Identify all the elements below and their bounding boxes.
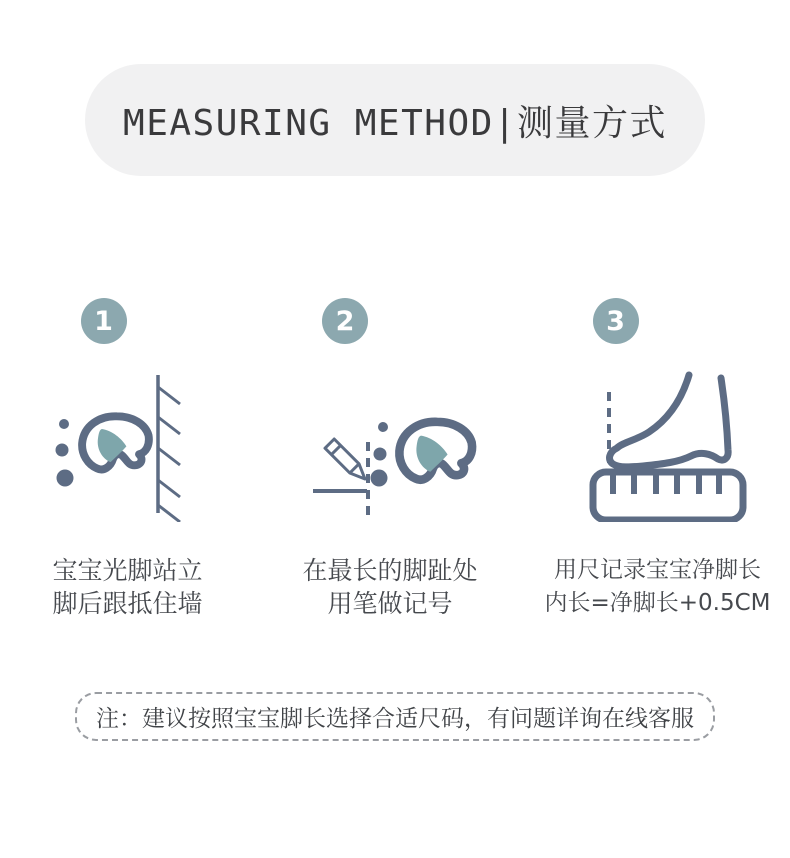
footprint-icon (82, 416, 149, 469)
foot-on-ruler-icon (587, 370, 749, 522)
note-text: 注：建议按照宝宝脚长选择合适尺码，有问题详询在线客服 (96, 706, 694, 732)
step-2-caption-line-2: 用笔做记号 (327, 589, 453, 618)
step-2-caption (302, 554, 477, 620)
step-1-caption-line-2: 脚后跟抵住墙 (52, 589, 203, 618)
step-1-caption-line-1: 宝宝光脚站立 (52, 556, 203, 585)
pencil-icon (325, 439, 365, 479)
wall-icon (158, 375, 180, 522)
toe-dots-icon (371, 422, 389, 487)
pencil-mark-icon (308, 412, 478, 522)
step-2-illustration (305, 360, 475, 522)
step-3-caption-line-1: 用尺记录宝宝净脚长 (554, 557, 761, 583)
page-title: MEASURING METHOD|测量方式 (123, 102, 667, 144)
step-1-number: 1 (94, 305, 113, 337)
step-2-number: 2 (335, 305, 355, 337)
step-1-illustration (58, 360, 198, 522)
step-3-number: 3 (606, 305, 625, 337)
barefoot-against-wall-icon (43, 372, 183, 522)
steps-row (0, 298, 790, 620)
measuring-method-infographic (0, 64, 790, 858)
step-3-badge (593, 298, 639, 344)
step-2 (255, 298, 525, 620)
step-3-illustration (577, 360, 739, 522)
note-box (75, 692, 715, 741)
step-1-caption (52, 554, 202, 620)
step-2-badge (322, 298, 368, 344)
step-3-caption-line-2: 内长=净脚长+0.5CM (544, 590, 771, 616)
foot-side-icon (609, 375, 728, 467)
step-3 (525, 298, 790, 620)
step-3-caption (544, 554, 770, 620)
step-1 (0, 298, 255, 620)
step-1-badge (81, 298, 127, 344)
toe-dots-icon (55, 419, 73, 487)
ruler-icon (593, 472, 743, 520)
footprint-icon (399, 422, 472, 480)
step-2-caption-line-1: 在最长的脚趾处 (302, 556, 478, 585)
header-banner (85, 64, 705, 176)
